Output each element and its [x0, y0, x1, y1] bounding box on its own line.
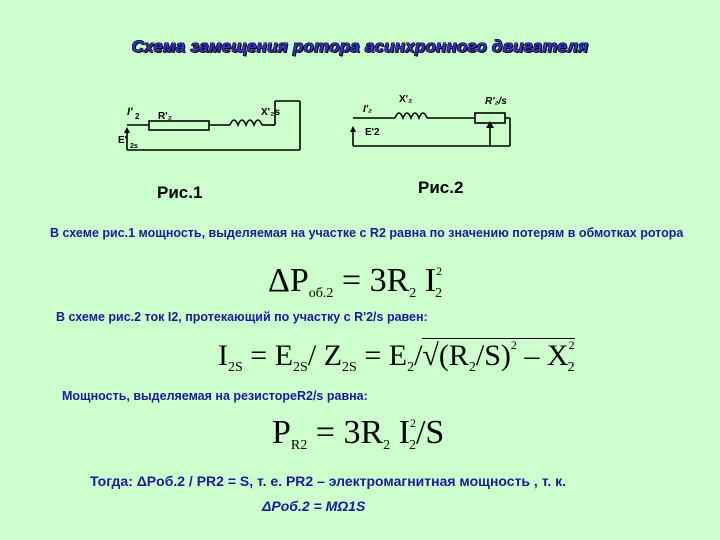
text-paragraph-3: Мощность, выделяемая на резистореR2/s равна:	[62, 389, 368, 403]
formula1-current-sub: 2	[435, 286, 443, 301]
text-paragraph-1: В схеме рис.1 мощность, выделяемая на участке с R2 равна по значению потерям в обмотках ротора	[50, 226, 684, 240]
formula1-current: I	[424, 262, 437, 299]
fig2-reactance-label: X'₂	[399, 94, 413, 105]
formula1-lhs: ΔP	[268, 262, 309, 299]
formula2-e: = E	[250, 339, 294, 372]
formula3-i-sub: 2	[408, 438, 416, 453]
fig1-current-sub: 2	[135, 112, 140, 121]
formula3-p-sub: R2	[290, 438, 308, 453]
formula2-e2: = E	[364, 339, 408, 372]
text-paragraph-4: Тогда: ΔPоб.2 / PR2 = S, т. е. PR2 – электромагнитная мощность , т. к.	[90, 473, 567, 489]
formula3-r-sub: 2	[383, 438, 391, 453]
formula2-i: I	[218, 339, 228, 372]
formula3-slash: /	[415, 414, 426, 451]
fig1-resistor	[149, 121, 209, 130]
formula3-s: S	[425, 414, 445, 451]
fig1-current-label: I'	[127, 106, 133, 118]
fig2-current-label: I'₂	[363, 104, 372, 115]
formula-resistor-power	[272, 414, 444, 454]
formula2-x: – X	[524, 339, 569, 372]
slide-title: Схема замещения ротора асинхронного двигателя	[131, 37, 589, 56]
fig2-inductor	[395, 113, 427, 118]
formula1-current-sup: 2	[436, 264, 443, 278]
formula3-i-sup: 2	[409, 416, 416, 430]
figure2-caption: Рис.2	[418, 178, 464, 197]
fig1-emf-label: E'	[118, 135, 128, 146]
formula2-r: (R	[438, 339, 469, 372]
formula2-s: S)	[484, 339, 511, 372]
formula2-x-sub: 2	[567, 360, 575, 375]
fig1-resistor-label: R'₂	[158, 111, 173, 122]
formula-current	[218, 338, 575, 376]
figure1-circuit	[115, 95, 305, 155]
fig1-reactance-label: X'₂s	[261, 107, 281, 118]
formula3-p: P	[272, 414, 291, 451]
formula2-sqrt: $√(R_2/S)^2 - X^2_2$	[422, 338, 575, 375]
formula2-z: Z	[323, 339, 343, 372]
formula3-i: I	[398, 414, 410, 451]
fig1-source-arrow	[124, 127, 130, 133]
text-paragraph-5: ΔPоб.2 = MΩ1S	[262, 498, 366, 514]
formula2-e-sub: 2S	[293, 360, 308, 375]
formula-power-losses	[268, 262, 442, 302]
formula2-s-sup: 2	[510, 338, 517, 352]
formula2-i-sub: 2S	[228, 360, 243, 375]
fig2-resistor-label: R'₂/s	[485, 96, 507, 107]
text-paragraph-2: В схеме рис.2 ток I2, протекающий по участку с R'2/s равен:	[56, 310, 428, 324]
formula2-r-sub: 2	[468, 360, 476, 375]
fig2-source-arrow	[350, 126, 356, 132]
figure1-caption: Рис.1	[157, 183, 203, 202]
formula2-slash: /	[307, 339, 317, 372]
fig1-inductor	[230, 120, 262, 125]
fig2-slider-arrow	[486, 121, 494, 128]
formula2-e2-sub: 2	[407, 360, 415, 375]
fig1-emf-sub: 2s	[130, 143, 138, 150]
formula2-z-sub: 2S	[342, 360, 357, 375]
formula2-slash2: /	[414, 339, 423, 372]
formula3-coef: = 3R	[315, 414, 384, 451]
formula1-coef-sub: 2	[409, 286, 417, 301]
formula2-x-sup: 2	[568, 338, 575, 352]
formula1-lhs-sub: об.2	[308, 286, 334, 301]
formula1-coef: = 3R	[341, 262, 410, 299]
fig2-emf-label: E'2	[365, 127, 380, 138]
figure2-circuit	[345, 88, 520, 150]
